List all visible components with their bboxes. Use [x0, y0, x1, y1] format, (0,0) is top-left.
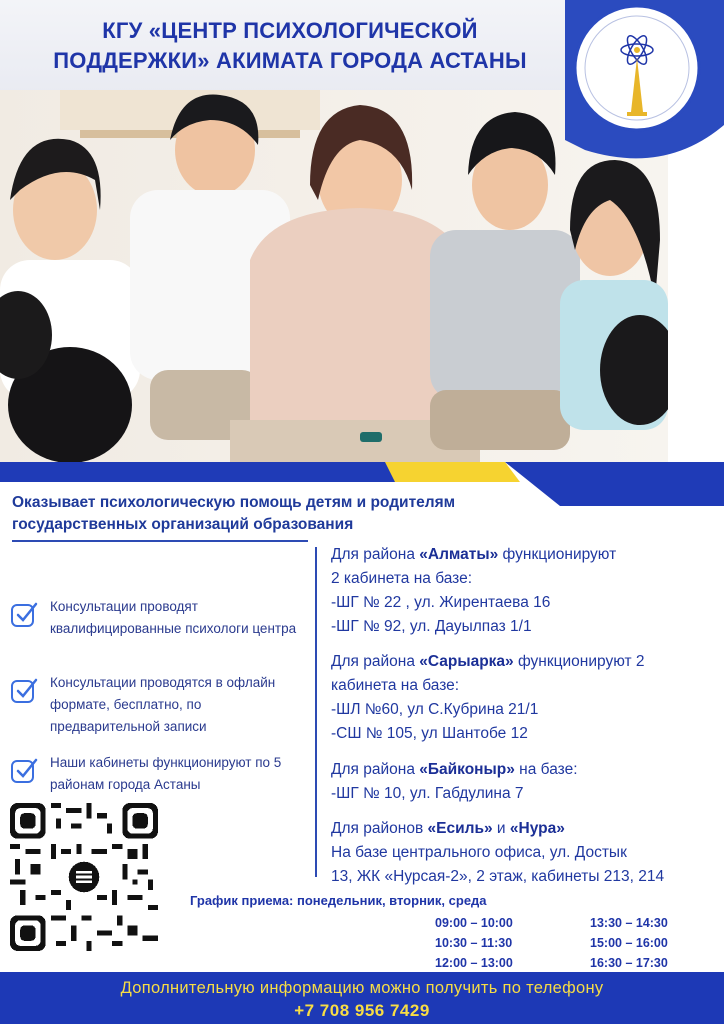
district-almaty — [331, 543, 721, 639]
check-icon — [10, 600, 38, 628]
district-name: «Сарыарка» — [419, 653, 514, 670]
phone-number[interactable]: +7 708 956 7429 — [294, 1001, 430, 1020]
check-icon — [10, 756, 38, 784]
district-heading — [331, 543, 721, 567]
district-prefix: Для района — [331, 546, 420, 563]
feature-text: Консультации проводят квалифицированные психологи центра — [50, 599, 297, 636]
check-icon — [10, 676, 38, 704]
district-saryarka — [331, 650, 721, 746]
page-title — [30, 16, 550, 76]
time-slot: 09:00 – 10:00 — [435, 916, 513, 930]
title-line-2: ПОДДЕРЖКИ» АКИМАТА ГОРОДА АСТАНЫ — [53, 48, 527, 73]
district-line: -ШГ № 22 , ул. Жирентаева 16 — [331, 594, 551, 611]
district-name: «Нура» — [509, 820, 565, 837]
district-line: -ШГ № 92, ул. Дауылпаз 1/1 — [331, 618, 532, 635]
district-name: «Байконыр» — [419, 761, 515, 778]
time-slot: 13:30 – 14:30 — [590, 916, 668, 930]
district-line: -ШЛ №60, ул С.Кубрина 21/1 — [331, 701, 539, 718]
schedule-title: График приема: понедельник, вторник, среда — [190, 893, 487, 908]
divider — [12, 540, 308, 542]
district-line: 2 кабинета на базе: — [331, 570, 473, 587]
district-esil-nura — [331, 817, 721, 889]
district-prefix: Для районов — [331, 820, 428, 837]
district-suffix: функционируют 2 — [513, 653, 645, 670]
footer-info: Дополнительную информацию можно получить по телефону — [120, 979, 604, 997]
district-suffix: функционируют — [498, 546, 617, 563]
feature-text: Наши кабинеты функционируют по 5 районам города Астаны — [50, 755, 282, 792]
intro-text — [12, 492, 572, 536]
time-slot: 10:30 – 11:30 — [435, 936, 513, 950]
intro-line-2: государственных организаций образования — [12, 516, 354, 533]
column-divider — [315, 547, 317, 877]
logo-badge — [565, 0, 724, 170]
district-prefix: Для района — [331, 761, 420, 778]
district-heading — [331, 758, 721, 782]
district-name: «Алматы» — [419, 546, 499, 563]
district-line: кабинета на базе: — [331, 677, 460, 694]
district-line: -СШ № 105, ул Шантобе 12 — [331, 725, 528, 742]
district-line: -ШГ № 10, ул. Габдулина 7 — [331, 785, 524, 802]
time-slot: 15:00 – 16:00 — [590, 936, 668, 950]
district-baikonyr — [331, 758, 721, 806]
time-slot: 16:30 – 17:30 — [590, 956, 668, 970]
district-prefix: Для района — [331, 653, 420, 670]
feature-text: Консультации проводятся в офлайн формате, бесплатно, по предварительной записи — [50, 675, 276, 734]
district-conjunction: и — [492, 820, 510, 837]
time-slot: 12:00 – 13:00 — [435, 956, 513, 970]
intro-line-1: Оказывает психологическую помощь детям и родителям — [12, 494, 456, 511]
title-line-1: КГУ «ЦЕНТР ПСИХОЛОГИЧЕСКОЙ — [102, 18, 478, 43]
district-suffix: на базе: — [514, 761, 578, 778]
district-line: 13, ЖК «Нурсая-2», 2 этаж, кабинеты 213, 214 — [331, 868, 665, 885]
qr-code[interactable] — [10, 803, 158, 951]
district-heading — [331, 650, 721, 674]
emblem-icon — [565, 0, 724, 170]
district-name: «Есиль» — [427, 820, 493, 837]
district-line: На базе центрального офиса, ул. Достык — [331, 844, 627, 861]
district-heading — [331, 817, 721, 841]
